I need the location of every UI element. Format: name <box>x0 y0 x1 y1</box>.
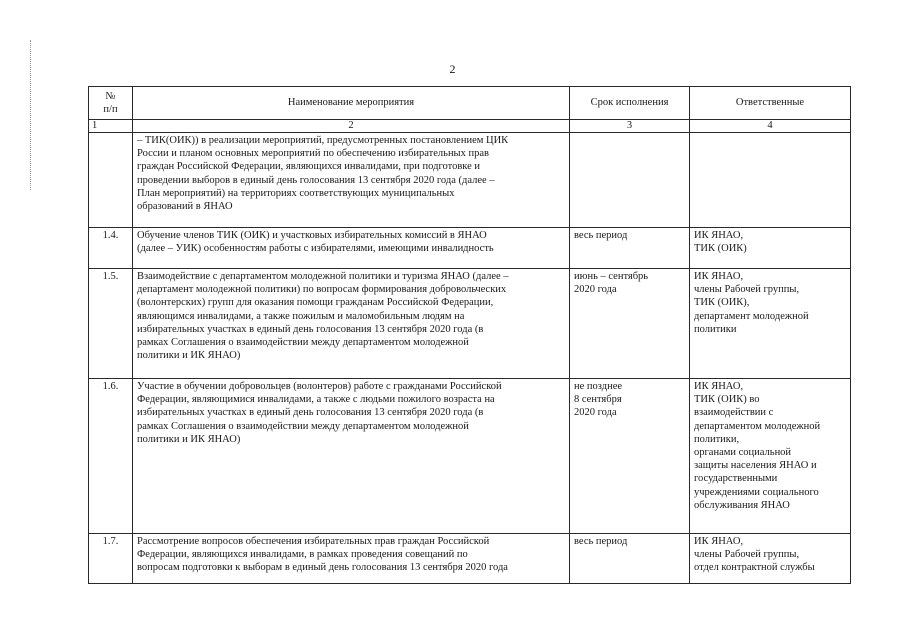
event-name-cell-line: Федерации, являющимися инвалидами, а также с людьми пожилого возраста на <box>137 394 495 406</box>
events-plan-table <box>88 86 851 584</box>
event-name-cell-line: политики и ИК ЯНАО) <box>137 433 241 445</box>
event-name-cell-line: – ТИК(ОИК)) в реализации мероприятий, предусмотренных постановлением ЦИК <box>137 135 509 146</box>
row-number <box>89 133 133 228</box>
event-name-cell-line: (волонтерских) групп для оказания помощи гражданам Российской Федерации, <box>137 297 494 309</box>
column-numbers-row <box>89 120 851 133</box>
term-cell <box>570 269 690 379</box>
responsible-cell-line: органами социальной <box>694 447 792 459</box>
term-cell <box>570 133 690 228</box>
table-row <box>89 534 851 584</box>
event-name-cell-line: избирательных участках в единый день голосования 13 сентября 2020 года (в <box>137 407 484 419</box>
responsible-cell <box>690 228 851 269</box>
event-name-cell-line: Участие в обучении добровольцев (волонтеров) работе с гражданами Российской <box>137 381 502 392</box>
event-name-cell-line: Федерации, являющихся инвалидами, в рамках проведения совещаний по <box>137 549 468 561</box>
event-name-cell-line: являющимся инвалидами, а также пожилым и маломобильным людям на <box>137 310 465 322</box>
responsible-cell-line: ТИК (ОИК), <box>694 297 750 309</box>
table-row <box>89 228 851 269</box>
responsible-cell-line: отдел контрактной службы <box>694 562 815 574</box>
term-cell <box>570 379 690 534</box>
responsible-cell-line: учреждениями социального <box>694 486 819 498</box>
header-term: Срок исполнения <box>570 87 690 120</box>
responsible-cell-line: политики <box>694 323 737 335</box>
event-name-cell-line: вопросам подготовки к выборам в единый день голосования 13 сентября 2020 года <box>137 562 508 574</box>
column-number-4: 4 <box>690 120 851 133</box>
row-number: 1.5. <box>89 269 133 379</box>
event-name-cell <box>133 269 570 379</box>
term-cell <box>570 228 690 269</box>
column-number-2: 2 <box>133 120 570 133</box>
header-event-name: Наименование мероприятия <box>133 87 570 120</box>
event-name-cell-line: (далее – УИК) особенностям работы с избирателями, имеющими инвалидность <box>137 243 494 255</box>
responsible-cell-line: взаимодействии с <box>694 407 774 419</box>
responsible-cell <box>690 534 851 584</box>
header-number <box>89 87 133 120</box>
column-number-3: 3 <box>570 120 690 133</box>
event-name-cell <box>133 534 570 584</box>
header-number-text: № п/п <box>103 90 118 115</box>
event-name-cell-line: Обучение членов ТИК (ОИК) и участковых избирательных комиссий в ЯНАО <box>137 230 487 241</box>
event-name-cell <box>133 379 570 534</box>
event-name-cell-line: План мероприятий) на территориях соответствующих муниципальных <box>137 187 455 199</box>
responsible-cell-line: ТИК (ОИК) во <box>694 394 760 406</box>
term-cell-line: весь период <box>574 536 628 547</box>
table-row <box>89 269 851 379</box>
responsible-cell-line: ИК ЯНАО, <box>694 381 744 392</box>
responsible-cell-line: ТИК (ОИК) <box>694 243 747 255</box>
event-name-cell-line: Рассмотрение вопросов обеспечения избирательных прав граждан Российской <box>137 536 490 547</box>
term-cell <box>570 534 690 584</box>
event-name-cell-line: департамент молодежной политики) по вопросам формирования добровольческих <box>137 284 507 296</box>
responsible-cell-line: члены Рабочей группы, <box>694 549 800 561</box>
responsible-cell <box>690 269 851 379</box>
term-cell-line: июнь – сентябрь <box>574 271 649 282</box>
event-name-cell <box>133 228 570 269</box>
event-name-cell-line: России и планом основных мероприятий по обеспечению избирательных прав <box>137 148 489 160</box>
responsible-cell <box>690 133 851 228</box>
term-cell-line: не позднее <box>574 381 623 392</box>
page-number: 2 <box>449 62 456 76</box>
header-responsible: Ответственные <box>690 87 851 120</box>
responsible-cell <box>690 379 851 534</box>
responsible-cell-line: политики, <box>694 433 740 445</box>
responsible-cell-line: государственными <box>694 473 778 485</box>
responsible-cell-line: ИК ЯНАО, <box>694 230 744 241</box>
event-name-cell-line: проведении выборов в единый день голосования 13 сентября 2020 года (далее – <box>137 174 495 186</box>
event-name-cell-line: граждан Российской Федерации, являющихся инвалидами, при подготовке и <box>137 161 481 173</box>
responsible-cell-line: ИК ЯНАО, <box>694 271 744 282</box>
term-cell-line: 2020 года <box>574 407 617 419</box>
responsible-cell-line: защиты населения ЯНАО и <box>694 460 817 472</box>
responsible-cell-line: члены Рабочей группы, <box>694 284 800 296</box>
term-cell-line: 2020 года <box>574 284 617 296</box>
column-number-1: 1 <box>89 120 133 133</box>
event-name-cell-line: избирательных участках в единый день голосования 13 сентября 2020 года (в <box>137 323 484 335</box>
row-number: 1.6. <box>89 379 133 534</box>
event-name-cell-line: рамках Соглашения о взаимодействии между департаментом молодежной <box>137 337 469 349</box>
responsible-cell-line: департамент молодежной <box>694 310 809 322</box>
term-cell-line: весь период <box>574 230 628 241</box>
responsible-cell-line: обслуживания ЯНАО <box>694 499 790 511</box>
event-name-cell-line: политики и ИК ЯНАО) <box>137 350 241 362</box>
event-name-cell-line: образований в ЯНАО <box>137 201 233 213</box>
responsible-cell-line: ИК ЯНАО, <box>694 536 744 547</box>
table-row <box>89 379 851 534</box>
row-number: 1.7. <box>89 534 133 584</box>
event-name-cell <box>133 133 570 228</box>
responsible-cell-line: департаментом молодежной <box>694 420 821 432</box>
event-name-cell-line: рамках Соглашения о взаимодействии между департаментом молодежной <box>137 420 469 432</box>
term-cell-line: 8 сентября <box>574 394 622 406</box>
event-name-cell-line: Взаимодействие с департаментом молодежной политики и туризма ЯНАО (далее – <box>137 271 509 282</box>
row-number: 1.4. <box>89 228 133 269</box>
table-row <box>89 133 851 228</box>
table-header-row <box>89 87 851 120</box>
